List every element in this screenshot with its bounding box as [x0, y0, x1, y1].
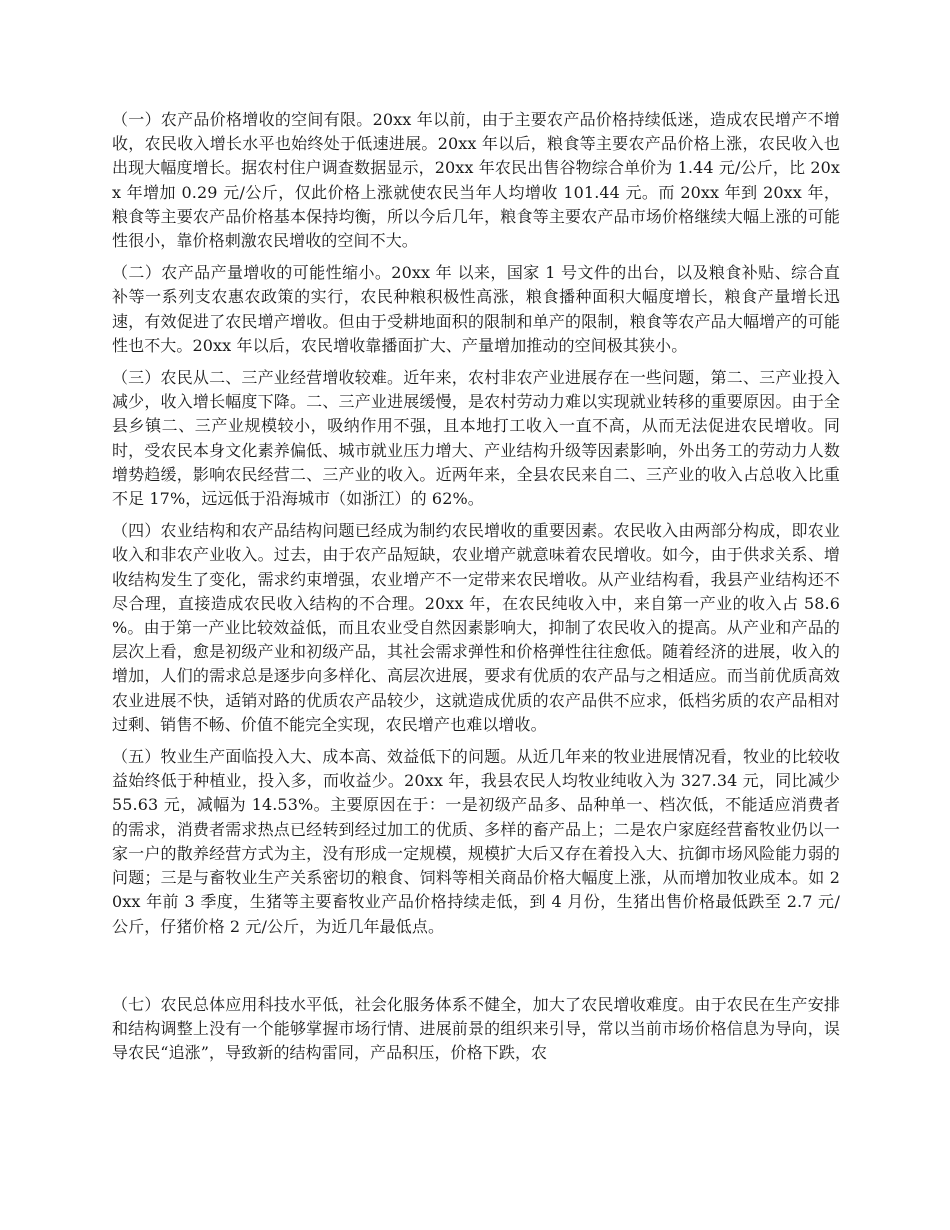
paragraph-3: （三）农民从二、三产业经营增收较难。近年来，农村非农产业进展存在一些问题，第二、三产业投入减少，收入增长幅度下降。二、三产业进展缓慢，是农村劳动力难以实现就业转移的重要原因。由于全县乡镇二、三产业规模较小，吸纳作用不强，且本地打工收入一直不高，从而无法促进农民增收。同时，受农民本身文化素养偏低、城市就业压力增大、产业结构升级等因素影响，外出务工的劳动力人数增势趋缓，影响农民经营二、三产业的收入。近两年来，全县农民来自二、三产业的收入占总收入比重不足 17%，远远低于沿海城市（如浙江）的 62%。: [112, 368, 840, 509]
paragraph-5: （五）牧业生产面临投入大、成本高、效益低下的问题。从近几年来的牧业进展情况看，牧业的比较收益始终低于种植业，投入多，而收益少。20xx 年，我县农民人均牧业纯收入为 327.34 元，同比减少 55.63 元，减幅为 14.53%。主要原因在于：一是初级产品多、品种单一、档次低，不能适应消费者的需求，消费者需求热点已经转到经过加工的优质、多样的畜产品上；二是农户家庭经营畜牧业仍以一家一户的散养经营方式为主，没有形成一定规模，规模扩大后又存在着投入大、抗御市场风险能力弱的问题；三是与畜牧业生产关系密切的粮食、饲料等相关商品价格大幅度上涨，从而增加牧业成本。如 20xx 年前 3 季度，生猪等主要畜牧业产品价格持续走低，到 4 月份，生猪出售价格最低跌至 2.7 元/公斤，仔猪价格 2 元/公斤，为近几年最低点。: [112, 747, 840, 936]
paragraph-7: （七）农民总体应用科技水平低，社会化服务体系不健全，加大了农民增收难度。由于农民在生产安排和结构调整上没有一个能够掌握市场行情、进展前景的组织来引导，常以当前市场价格信息为导向，误导农民“追涨”，导致新的结构雷同，产品积压，价格下跌，农: [112, 994, 840, 1063]
paragraph-1: （一）农产品价格增收的空间有限。20xx 年以前，由于主要农产品价格持续低迷，造成农民增产不增收，农民收入增长水平也始终处于低速进展。20xx 年以后，粮食等主要农产品价格上涨，农民收入也出现大幅度增长。据农村住户调查数据显示，20xx 年农民出售谷物综合单价为 1.44 元/公斤，比 20xx 年增加 0.29 元/公斤，仅此价格上涨就使农民当年人均增收 101.44 元。而 20xx 年到 20xx 年，粮食等主要农产品价格基本保持均衡，所以今后几年，粮食等主要农产品市场价格继续大幅上涨的可能性很小，靠价格刺激农民增收的空间不大。: [112, 110, 840, 251]
paragraph-2: （二）农产品产量增收的可能性缩小。20xx 年 以来，国家 1 号文件的出台，以及粮食补贴、综合直补等一系列支农惠农政策的实行，农民种粮积极性高涨，粮食播种面积大幅度增长，粮食产量增长迅速，有效促进了农民增产增收。但由于受耕地面积的限制和单产的限制，粮食等农产品大幅增产的可能性也不大。20xx 年以后，农民增收靠播面扩大、产量增加推动的空间极其狭小。: [112, 263, 840, 355]
paragraph-4: （四）农业结构和农产品结构问题已经成为制约农民增收的重要因素。农民收入由两部分构成，即农业收入和非农产业收入。过去，由于农产品短缺，农业增产就意味着农民增收。如今，由于供求关系、增收结构发生了变化，需求约束增强，农业增产不一定带来农民增收。从产业结构看，我县产业结构还不尽合理，直接造成农民收入结构的不合理。20xx 年，在农民纯收入中，来自第一产业的收入占 58.6 %。由于第一产业比较效益低，而且农业受自然因素影响大，抑制了农民收入的提高。从产业和产品的层次上看，愈是初级产业和初级产品，其社会需求弹性和价格弹性往往愈低。随着经济的进展，收入的增加，人们的需求总是逐步向多样化、高层次进展，要求有优质的农产品与之相适应。而当前优质高效农业进展不快，适销对路的优质农产品较少，这就造成优质的农产品供不应求，低档劣质的农产品相对过剩、销售不畅、价值不能完全实现，农民增产也难以增收。: [112, 521, 840, 734]
document-body: [112, 108, 840, 1073]
